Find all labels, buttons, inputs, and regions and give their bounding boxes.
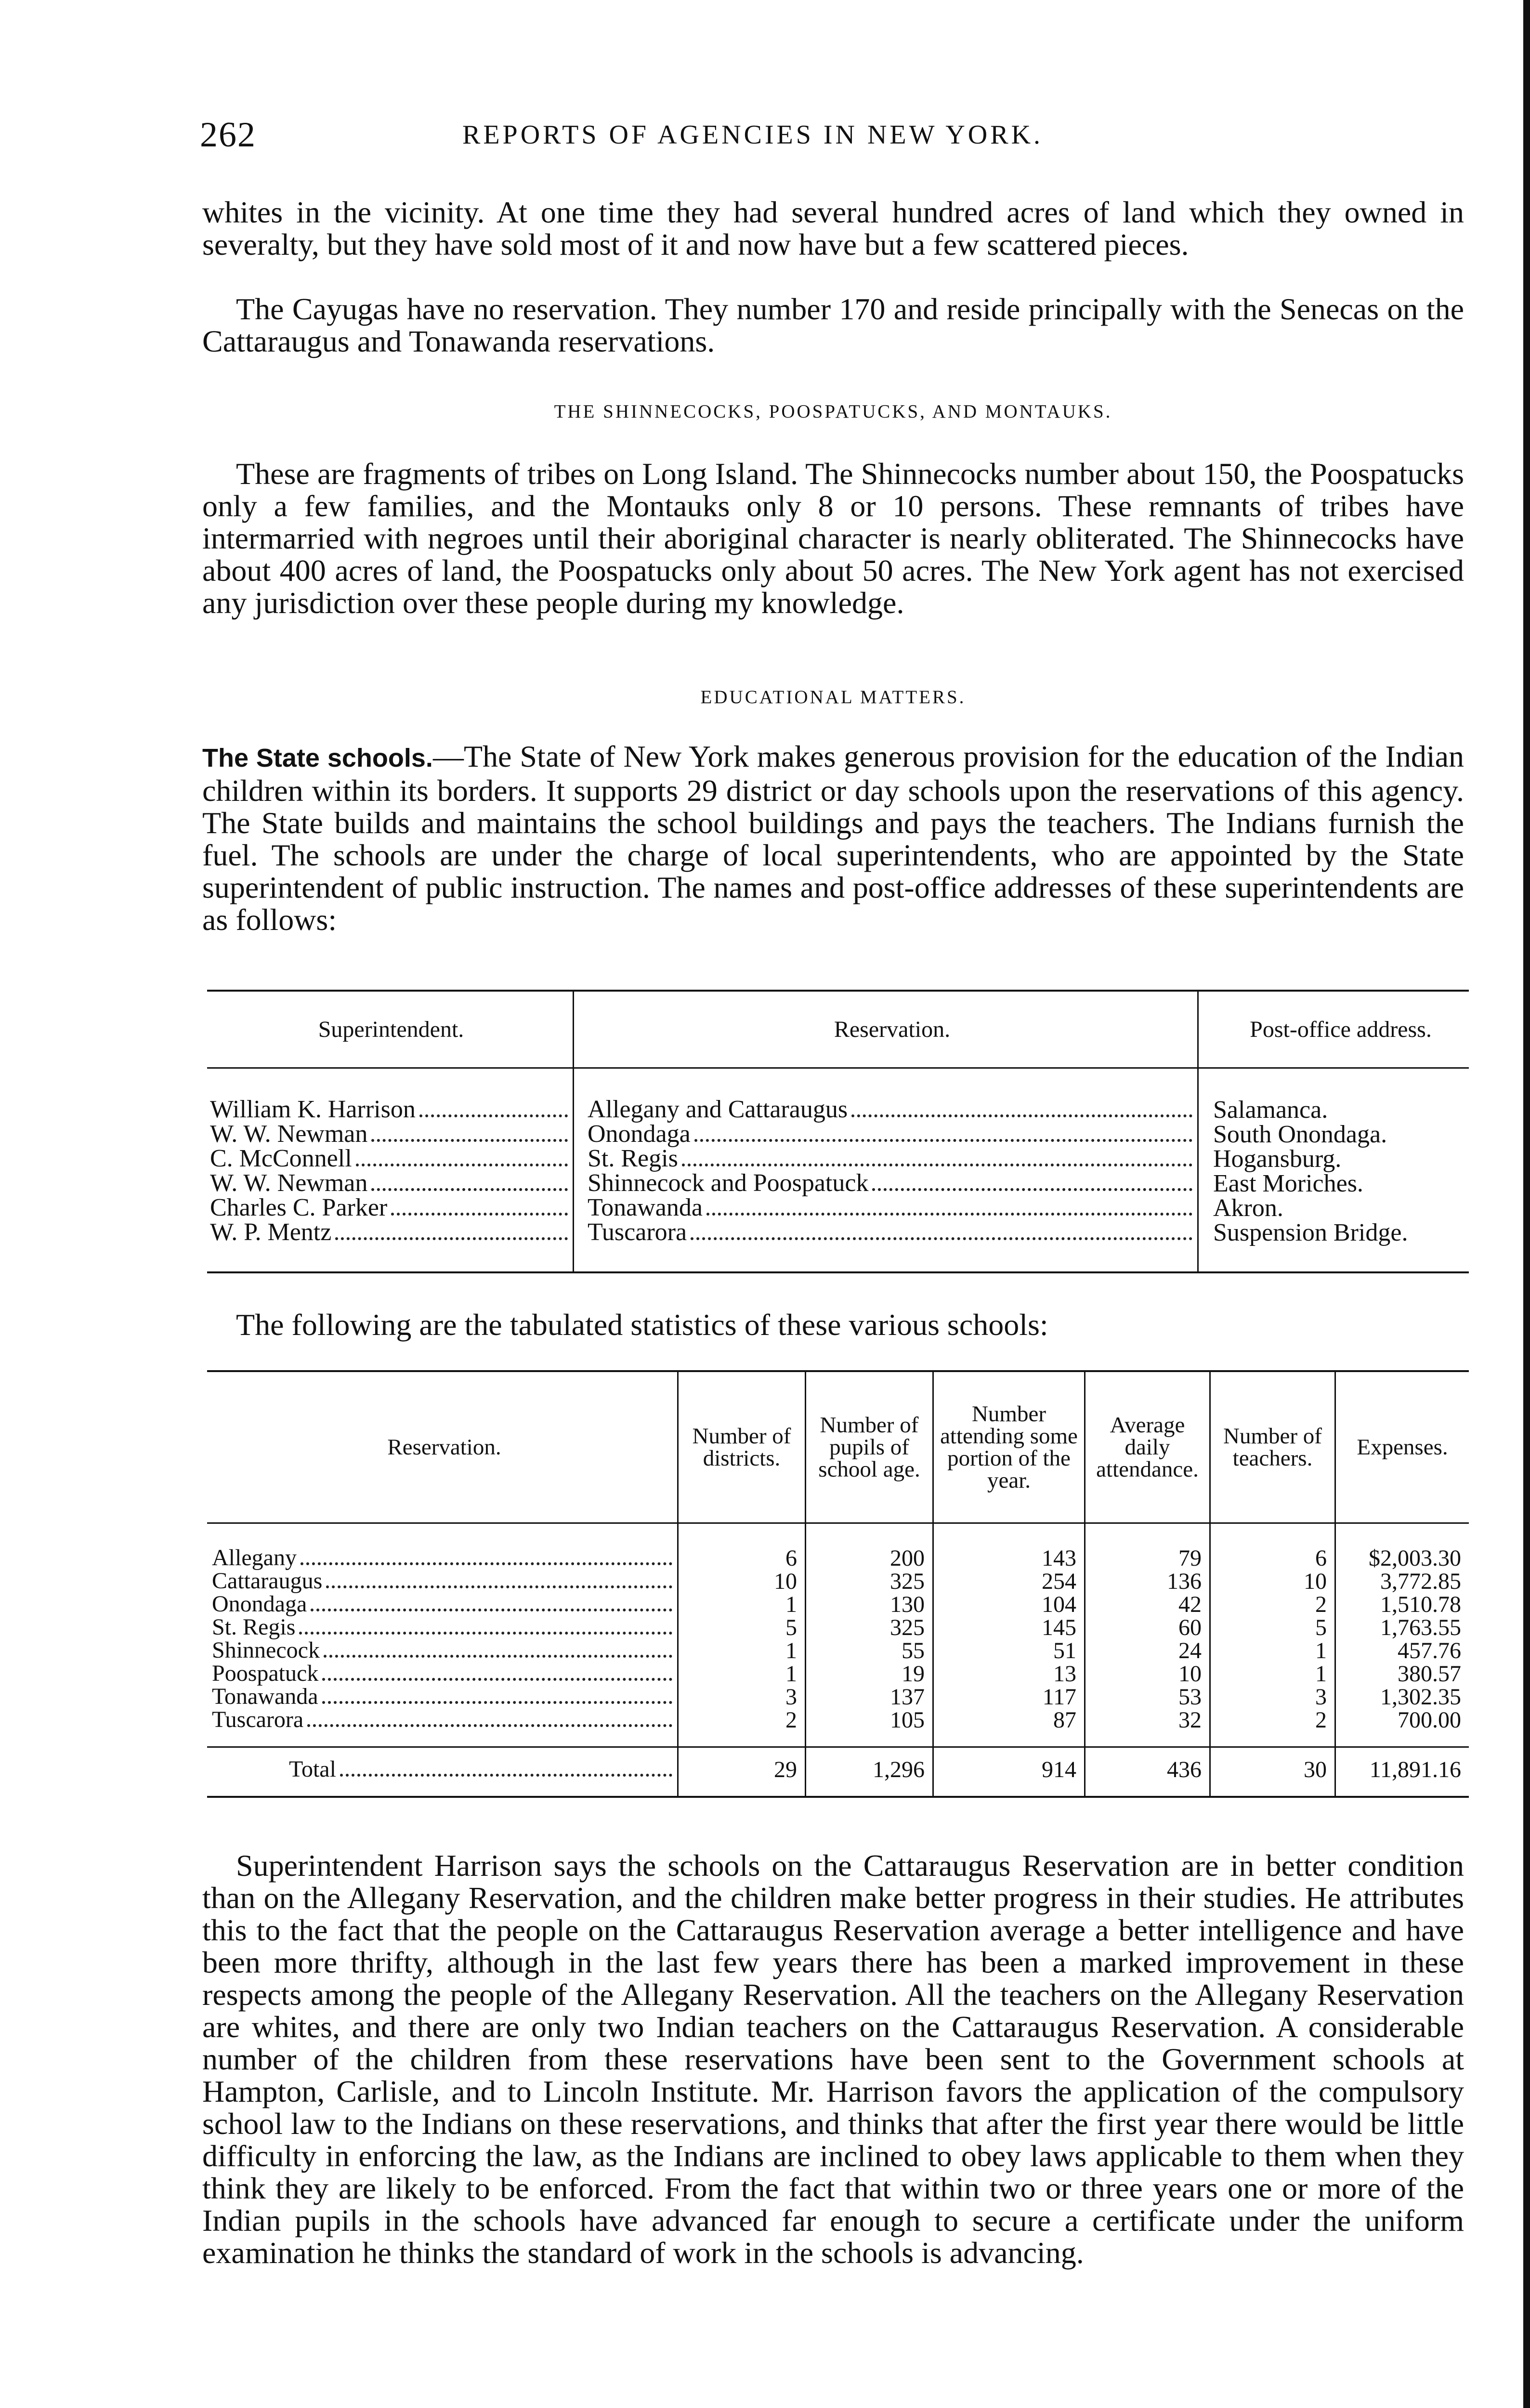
- attending-value: 104: [933, 1593, 1085, 1616]
- reservation-name: Shinnecock and Poospatuck: [588, 1169, 869, 1197]
- reservation-name: Onondaga: [588, 1120, 691, 1148]
- dot-leader: [691, 1237, 1192, 1240]
- dot-leader: [371, 1139, 568, 1142]
- pupils-value: 325: [806, 1616, 933, 1639]
- table-row: [207, 1639, 1469, 1662]
- dot-leader: [301, 1562, 672, 1565]
- post-office-address: East Moriches.: [1198, 1171, 1469, 1196]
- dot-leader: [322, 1701, 672, 1704]
- expenses-value: 1,510.78: [1335, 1593, 1469, 1616]
- superintendent-name: William K. Harrison: [210, 1096, 416, 1123]
- paragraph-4: [202, 740, 1464, 936]
- superintendent-name: W. P. Mentz: [210, 1218, 332, 1246]
- expenses-value: 3,772.85: [1335, 1570, 1469, 1593]
- state-schools-lead-in: The State schools.: [202, 744, 433, 772]
- dot-leader: [322, 1678, 672, 1681]
- districts-value: 1: [678, 1662, 806, 1686]
- header-expenses: Expenses.: [1335, 1371, 1469, 1523]
- superintendent-name: W. W. Newman: [210, 1120, 368, 1148]
- superintendent-name: W. W. Newman: [210, 1169, 368, 1197]
- districts-value: 1: [678, 1593, 806, 1616]
- table-row: [207, 1068, 1469, 1123]
- attending-value: 13: [933, 1662, 1085, 1686]
- total-average: 436: [1085, 1747, 1210, 1797]
- pupils-value: 200: [806, 1523, 933, 1570]
- average-value: 79: [1085, 1523, 1210, 1570]
- districts-value: 3: [678, 1686, 806, 1709]
- expenses-value: 380.57: [1335, 1662, 1469, 1686]
- average-value: 60: [1085, 1616, 1210, 1639]
- total-row: [207, 1747, 1469, 1797]
- districts-value: 6: [678, 1523, 806, 1570]
- superintendent-name: C. McConnell: [210, 1145, 352, 1172]
- reservation-name: Tonawanda: [588, 1194, 703, 1221]
- reservation-name: Tuscarora: [588, 1218, 687, 1246]
- average-value: 42: [1085, 1593, 1210, 1616]
- table-row: [207, 1616, 1469, 1639]
- post-office-address: Suspension Bridge.: [1198, 1220, 1469, 1272]
- reservation-name: St. Regis: [588, 1145, 678, 1172]
- header-districts: Number of districts.: [678, 1371, 806, 1523]
- pupils-value: 325: [806, 1570, 933, 1593]
- total-districts: 29: [678, 1747, 806, 1797]
- dot-leader: [419, 1114, 568, 1117]
- dot-leader: [851, 1114, 1192, 1117]
- average-value: 10: [1085, 1662, 1210, 1686]
- expenses-value: 457.76: [1335, 1639, 1469, 1662]
- reservation-name: Cattaraugus: [212, 1568, 323, 1594]
- superintendent-name: Charles C. Parker: [210, 1194, 388, 1221]
- paragraph-4-text: —The State of New York makes generous provision for the education of the Indian children within its borders. It supports 29 district or day schools upon the reservations of this agency. The State builds and maintains the school buildings and pays the teachers. The Indians furnish the fuel. The schools are under the charge of local superintendents, who are appointed by the State superintendent of public instruction. The names and post-office addresses of these superintendents are as follows:: [202, 739, 1464, 937]
- teachers-value: 5: [1210, 1616, 1335, 1639]
- dot-leader: [299, 1632, 672, 1635]
- paragraph-1: whites in the vicinity. At one time they had several hundred acres of land which they owned in severalty, but they have sold most of it and now have but a few scattered pieces.: [202, 195, 1464, 262]
- post-office-address: Hogansburg.: [1198, 1147, 1469, 1171]
- page-number: 262: [200, 115, 256, 155]
- running-head: REPORTS OF AGENCIES IN NEW YORK.: [462, 120, 1044, 150]
- table-row: [207, 1709, 1469, 1747]
- table-row: [207, 1196, 1469, 1220]
- paragraph-6: Superintendent Harrison says the schools on the Cattaraugus Reservation are in better condition than on the Allegany Reservation, and the children make better progress in their studies. He attributes this to the fact that the people on the Cattaraugus Reservation average a better intelligence and have been more thrifty, although in the last few years there has been a marked improvement in these respects among the people of the Allegany Reservation. All the teachers on the Allegany Reservation are whites, and there are only two Indian teachers on the Cattaraugus Reservation. A considerable number of the children from these reservations have been sent to the Government schools at Hampton, Carlisle, and to Lincoln Institute. Mr. Harrison favors the application of the compulsory school law to the Indians on these reservations, and thinks that after the first year there would be little difficulty in enforcing the law, as the Indians are inclined to obey laws applicable to them when they think they are likely to be enforced. From the fact that within two or three years one or more of the Indian pupils in the schools have advanced far enough to secure a certificate under the uniform examination he thinks the standard of work in the schools is advancing.: [202, 1848, 1464, 2270]
- dot-leader: [326, 1585, 672, 1588]
- paragraph-3: These are fragments of tribes on Long Island. The Shinnecocks number about 150, the Poospatucks only a few families, and the Montauks only 8 or 10 persons. These remnants of tribes have intermarried with negroes until their aboriginal character is nearly obliterated. The Shinnecocks have about 400 acres of land, the Poospatucks only about 50 acres. The New York agent has not exercised any jurisdiction over these people during my knowledge.: [202, 457, 1464, 620]
- teachers-value: 2: [1210, 1593, 1335, 1616]
- total-expenses: 11,891.16: [1335, 1747, 1469, 1797]
- reservation-name: Allegany and Cattaraugus: [588, 1096, 848, 1123]
- attending-value: 143: [933, 1523, 1085, 1570]
- average-value: 53: [1085, 1686, 1210, 1709]
- table-row: [207, 1662, 1469, 1686]
- districts-value: 1: [678, 1639, 806, 1662]
- table-row: [207, 1593, 1469, 1616]
- post-office-address: South Onondaga.: [1198, 1122, 1469, 1147]
- reservation-name: Onondaga: [212, 1591, 307, 1617]
- header-reservation: Reservation.: [207, 1371, 678, 1523]
- dot-leader: [324, 1655, 672, 1658]
- reservation-name: Allegany: [212, 1545, 297, 1570]
- scan-border-right: [1523, 0, 1530, 2408]
- dot-leader: [371, 1188, 568, 1191]
- teachers-value: 3: [1210, 1686, 1335, 1709]
- header-superintendent: Superintendent.: [207, 991, 574, 1068]
- total-pupils: 1,296: [806, 1747, 933, 1797]
- header-attending: Number attending some portion of the year.: [933, 1371, 1085, 1523]
- attending-value: 87: [933, 1709, 1085, 1747]
- attending-value: 117: [933, 1686, 1085, 1709]
- reservation-name: Tonawanda: [212, 1684, 318, 1709]
- dot-leader: [682, 1164, 1192, 1166]
- expenses-value: 700.00: [1335, 1709, 1469, 1747]
- table-row: [207, 1171, 1469, 1196]
- page-header: [200, 115, 1462, 158]
- dot-leader: [694, 1139, 1192, 1142]
- heading-shinnecocks: THE SHINNECOCKS, POOSPATUCKS, AND MONTAUKS.: [554, 401, 1112, 422]
- expenses-value: 1,763.55: [1335, 1616, 1469, 1639]
- header-pupils: Number of pupils of school age.: [806, 1371, 933, 1523]
- average-value: 136: [1085, 1570, 1210, 1593]
- table-row: [207, 1523, 1469, 1570]
- dot-leader: [391, 1213, 568, 1216]
- districts-value: 2: [678, 1709, 806, 1747]
- reservation-name: Tuscarora: [212, 1707, 304, 1732]
- total-attending: 914: [933, 1747, 1085, 1797]
- total-label: Total: [289, 1756, 336, 1782]
- superintendents-table: [207, 990, 1469, 1273]
- pupils-value: 105: [806, 1709, 933, 1747]
- dot-leader: [335, 1237, 568, 1240]
- pupils-value: 55: [806, 1639, 933, 1662]
- teachers-value: 1: [1210, 1639, 1335, 1662]
- teachers-value: 1: [1210, 1662, 1335, 1686]
- expenses-value: $2,003.30: [1335, 1523, 1469, 1570]
- table-row: [207, 1686, 1469, 1709]
- header-post-office: Post-office address.: [1198, 991, 1469, 1068]
- teachers-value: 10: [1210, 1570, 1335, 1593]
- table-row: [207, 1122, 1469, 1147]
- attending-value: 254: [933, 1570, 1085, 1593]
- dot-leader: [340, 1774, 672, 1777]
- reservation-name: St. Regis: [212, 1614, 296, 1640]
- teachers-value: 6: [1210, 1523, 1335, 1570]
- total-teachers: 30: [1210, 1747, 1335, 1797]
- average-value: 32: [1085, 1709, 1210, 1747]
- table-row: [207, 1220, 1469, 1272]
- header-reservation: Reservation.: [574, 991, 1198, 1068]
- districts-value: 5: [678, 1616, 806, 1639]
- reservation-name: Shinnecock: [212, 1637, 320, 1663]
- header-average-attendance: Average daily attendance.: [1085, 1371, 1210, 1523]
- post-office-address: Akron.: [1198, 1196, 1469, 1220]
- heading-educational-matters: EDUCATIONAL MATTERS.: [700, 687, 966, 707]
- reservation-name: Poospatuck: [212, 1661, 319, 1686]
- pupils-value: 130: [806, 1593, 933, 1616]
- dot-leader: [356, 1164, 568, 1166]
- paragraph-5: The following are the tabulated statistics of these various schools:: [236, 1308, 1048, 1342]
- dot-leader: [872, 1188, 1192, 1191]
- table-row: [207, 1147, 1469, 1171]
- districts-value: 10: [678, 1570, 806, 1593]
- school-statistics-table: [207, 1370, 1469, 1798]
- dot-leader: [307, 1724, 672, 1727]
- average-value: 24: [1085, 1639, 1210, 1662]
- header-teachers: Number of teachers.: [1210, 1371, 1335, 1523]
- teachers-value: 2: [1210, 1709, 1335, 1747]
- expenses-value: 1,302.35: [1335, 1686, 1469, 1709]
- pupils-value: 19: [806, 1662, 933, 1686]
- attending-value: 51: [933, 1639, 1085, 1662]
- post-office-address: Salamanca.: [1198, 1068, 1469, 1123]
- dot-leader: [706, 1213, 1192, 1216]
- attending-value: 145: [933, 1616, 1085, 1639]
- dot-leader: [311, 1609, 672, 1611]
- paragraph-2: The Cayugas have no reservation. They number 170 and reside principally with the Senecas on the Cattaraugus and Tonawanda reservations.: [202, 292, 1464, 358]
- pupils-value: 137: [806, 1686, 933, 1709]
- table-row: [207, 1570, 1469, 1593]
